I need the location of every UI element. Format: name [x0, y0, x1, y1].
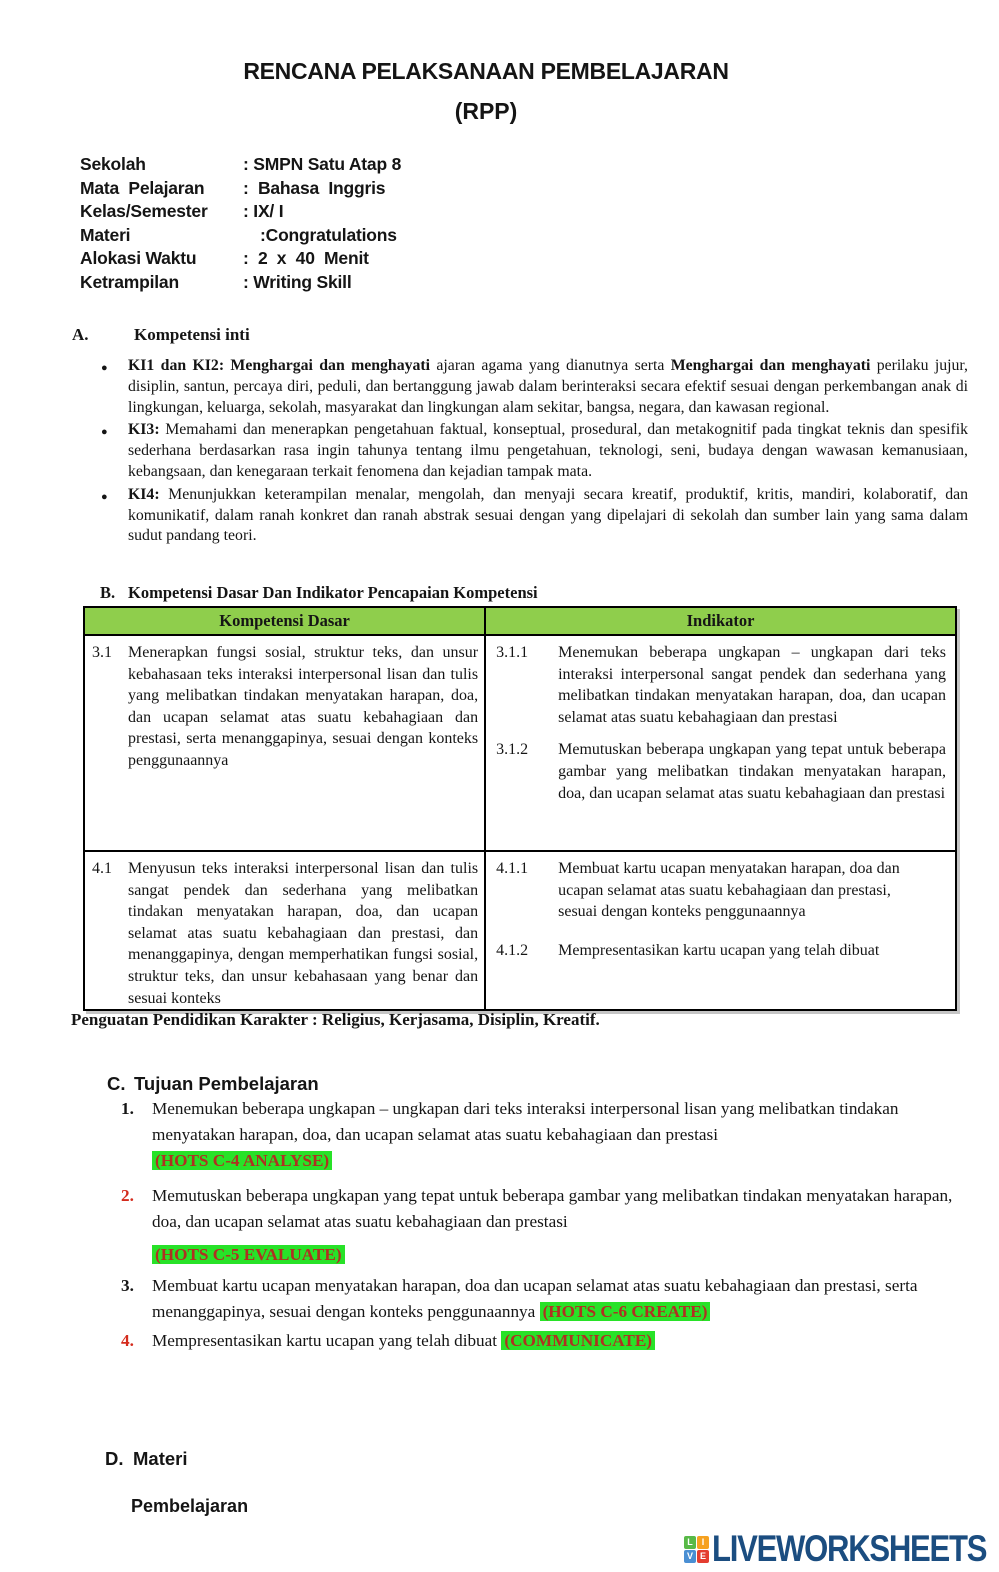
indicator-text: Menemukan beberapa ungkapan – ungkapan dari teks interaksi interpersonal sangat pendek dan sederhana yang melibatkan tindakan menyatakan harapan, doa, dan ucapan selamat atas suatu kebahagiaan dan prestasi: [558, 644, 946, 726]
document-subtitle: (RPP): [454, 98, 518, 124]
objective-number: 3.: [121, 1276, 134, 1295]
bullet-icon: ●: [101, 362, 108, 374]
list-item-ki4: [101, 485, 968, 547]
table-row: [84, 635, 956, 851]
objective-number: 2.: [121, 1186, 134, 1205]
indicator-number: 3.1.2: [496, 741, 529, 759]
indicator-number: 3.1.1: [496, 644, 529, 661]
kd-text: Menerapkan fungsi sosial, struktur teks, dan unsur kebahasaan teks interaksi interpersonal lisan dan tulis yang melibatkan tindakan menyatakan harapan, doa, dan ucapan selamat atas suatu kebahagiaan dan prestasi, serta menanggapinya, sesuai dengan konteks penggunaannya: [128, 644, 479, 769]
liveworksheets-logo-icon: [684, 1536, 709, 1563]
objective-text: Memutuskan beberapa ungkapan yang tepat untuk beberapa gambar yang melibatkan tindakan menyatakan harapan, doa, dan ucapan selamat atas suatu kebahagiaan dan prestasi: [152, 1186, 953, 1231]
section-letter: C.: [107, 1073, 126, 1094]
info-value: :Congratulations: [260, 224, 397, 245]
info-value: : Writing Skill: [243, 271, 352, 292]
info-label: Mata Pelajaran: [80, 177, 205, 198]
table-header-row: [84, 607, 956, 635]
bullet-bold-lead: KI1 dan KI2: Menghargai dan menghayati: [128, 357, 437, 374]
tujuan-pembelajaran-list: [121, 1096, 953, 1354]
info-row-sekolah: [80, 153, 401, 177]
objective-text: Menemukan beberapa ungkapan – ungkapan dari teks interaksi interpersonal lisan yang melibatkan tindakan menyatakan harapan, doa, dan ucapan selamat atas suatu kebahagiaan dan prestasi: [152, 1099, 899, 1144]
section-letter: D.: [105, 1448, 124, 1469]
section-title: Kompetensi inti: [134, 325, 250, 344]
bullet-text: Memahami dan menerapkan pengetahuan faktual, konseptual, prosedural, dan metakognitif pada tingkat teknis dan spesifik sederhana berdasarkan rasa ingin tahunya tentang ilmu pengetahuan, teknologi, seni, budaya dengan wawasan kemanusiaan, kebangsaan, dan kenegaraan terkait fenomena dan kejadian tampak mata.: [128, 421, 968, 480]
info-value: : Bahasa Inggris: [243, 177, 386, 198]
bullet-icon: ●: [101, 490, 108, 503]
hots-create-tag: (HOTS C-6 CREATE): [540, 1302, 711, 1321]
column-header-indikator: Indikator: [485, 607, 956, 635]
bullet-text: perilaku jujur, disiplin, santun, percaya diri, peduli, dan bertanggung jawab dalam berinteraksi secara efektif sesuai dengan perkembangan anak di lingkungan, keluarga, sekolah, masyarakat dan lingkungan alam sekitar, bangsa, negara, dan kawasan regional.: [128, 357, 968, 416]
section-c-heading: [107, 1073, 319, 1095]
info-label: Sekolah: [80, 154, 146, 174]
indicator-text: Memutuskan beberapa ungkapan yang tepat untuk beberapa gambar yang melibatkan tindakan menyatakan harapan, doa, dan ucapan selamat atas suatu kebahagiaan dan prestasi: [558, 741, 946, 802]
section-title: Tujuan Pembelajaran: [134, 1073, 319, 1094]
logo-square-i: I: [697, 1536, 709, 1549]
hots-analyse-tag: (HOTS C-4 ANALYSE): [152, 1151, 332, 1170]
kompetensi-dasar-cell: [84, 851, 485, 1010]
objective-text: Mempresentasikan kartu ucapan yang telah dibuat: [152, 1331, 502, 1350]
info-label: Kelas/Semester: [80, 201, 208, 222]
kompetensi-inti-list: [101, 356, 968, 549]
info-label: Alokasi Waktu: [80, 248, 197, 269]
indicator-item: [486, 640, 955, 728]
objective-body: [152, 1096, 953, 1174]
indicator-item: [486, 737, 955, 804]
indikator-cell: [485, 635, 956, 851]
table-row: [84, 851, 956, 1010]
objective-number: 1.: [121, 1099, 134, 1118]
logo-square-v: V: [684, 1550, 696, 1563]
objective-item-3: [121, 1273, 953, 1325]
indikator-cell: [485, 851, 956, 1010]
bullet-icon: ●: [101, 426, 108, 439]
objective-body: [152, 1183, 953, 1268]
kd-text: Menyusun teks interaksi interpersonal lisan dan tulis sangat pendek dan sederhana yang melibatkan tindakan menyatakan harapan, doa, dan ucapan selamat atas suatu kebahagiaan dan prestasi, dan menanggapinya, dengan memperhatikan fungsi sosial, struktur teks, dan unsur kebahasaan yang benar dan sesuai konteks: [128, 860, 479, 1007]
section-a-heading: [72, 325, 250, 345]
section-b-heading: [100, 583, 538, 603]
info-value: : 2 x 40 Menit: [243, 248, 369, 269]
bullet-bold-lead: KI3:: [128, 421, 166, 439]
indicator-text: Mempresentasikan kartu ucapan yang telah dibuat: [558, 941, 880, 959]
kd-number: 3.1: [92, 644, 112, 661]
info-label: Ketrampilan: [80, 271, 179, 292]
info-label: Materi: [80, 224, 131, 245]
objective-item-1: [121, 1096, 953, 1174]
section-title: Materi: [133, 1448, 188, 1469]
objective-item-2: [121, 1183, 953, 1268]
section-d-heading: [105, 1448, 188, 1470]
indicator-item: [486, 938, 955, 962]
indicator-text: Membuat kartu ucapan menyatakan harapan, doa dan ucapan selamat atas suatu kebahagiaan dan prestasi, sesuai dengan konteks penggunaannya: [558, 860, 900, 921]
list-item-ki3: [101, 420, 968, 482]
column-header-kompetensi-dasar: Kompetensi Dasar: [84, 607, 485, 635]
liveworksheets-logo[interactable]: [684, 1528, 999, 1570]
info-row-mata-pelajaran: [80, 177, 401, 201]
tag-line: [152, 1242, 953, 1268]
objective-item-4: [121, 1328, 953, 1354]
identity-info-block: [80, 153, 401, 295]
bullet-text: ajaran agama yang dianutnya serta: [436, 357, 671, 374]
objective-number: 4.: [121, 1331, 134, 1350]
kompetensi-dasar-cell: [84, 635, 485, 851]
info-value: : SMPN Satu Atap 8: [243, 154, 402, 174]
indicator-item: [486, 856, 955, 923]
objective-body: [152, 1273, 953, 1325]
section-d-subheading: Pembelajaran: [131, 1496, 249, 1516]
liveworksheets-wordmark: LIVEWORKSHEETS: [712, 1528, 987, 1569]
list-item-ki1-ki2: [101, 356, 968, 418]
objective-text: Membuat kartu ucapan menyatakan harapan, doa dan ucapan selamat atas suatu kebahagiaan dan prestasi, serta menanggapinya, sesuai dengan konteks penggunaannya: [152, 1276, 918, 1321]
hots-evaluate-tag: (HOTS C-5 EVALUATE): [152, 1245, 345, 1264]
logo-square-l: L: [684, 1536, 696, 1549]
kd-number: 4.1: [92, 860, 112, 877]
logo-square-e: E: [697, 1550, 709, 1563]
info-row-kelas-semester: [80, 200, 401, 224]
document-title: RENCANA PELAKSANAAN PEMBELAJARAN: [243, 58, 729, 84]
info-row-alokasi-waktu: [80, 247, 401, 271]
bullet-bold-lead: KI4:: [128, 485, 169, 503]
indicator-number: 4.1.1: [496, 860, 529, 877]
section-letter: A.: [72, 325, 89, 344]
penguatan-pendidikan-karakter-line: Penguatan Pendidikan Karakter : Religius, Kerjasama, Disiplin, Kreatif.: [71, 1010, 600, 1029]
indicator-number: 4.1.2: [496, 941, 529, 959]
info-value: : IX/ I: [243, 201, 284, 222]
kompetensi-indikator-table: [83, 606, 957, 1011]
objective-body: [152, 1328, 953, 1354]
bullet-text: Menunjukkan keterampilan menalar, mengolah, dan menyaji secara kreatif, produktif, kritis, mandiri, kolaboratif, dan komunikatif, dalam ranah konkret dan ranah abstrak sesuai dengan yang dipelajari di sekolah dan sumber lain yang sama dalam sudut pandang teori.: [128, 485, 968, 545]
section-letter: B.: [100, 583, 116, 602]
section-title: Kompetensi Dasar Dan Indikator Pencapaian Kompetensi: [128, 583, 538, 602]
info-row-materi: [80, 224, 401, 248]
bullet-bold-run: Menghargai dan menghayati: [670, 357, 877, 374]
info-row-ketrampilan: [80, 271, 401, 295]
communicate-tag: (COMMUNICATE): [501, 1331, 655, 1350]
